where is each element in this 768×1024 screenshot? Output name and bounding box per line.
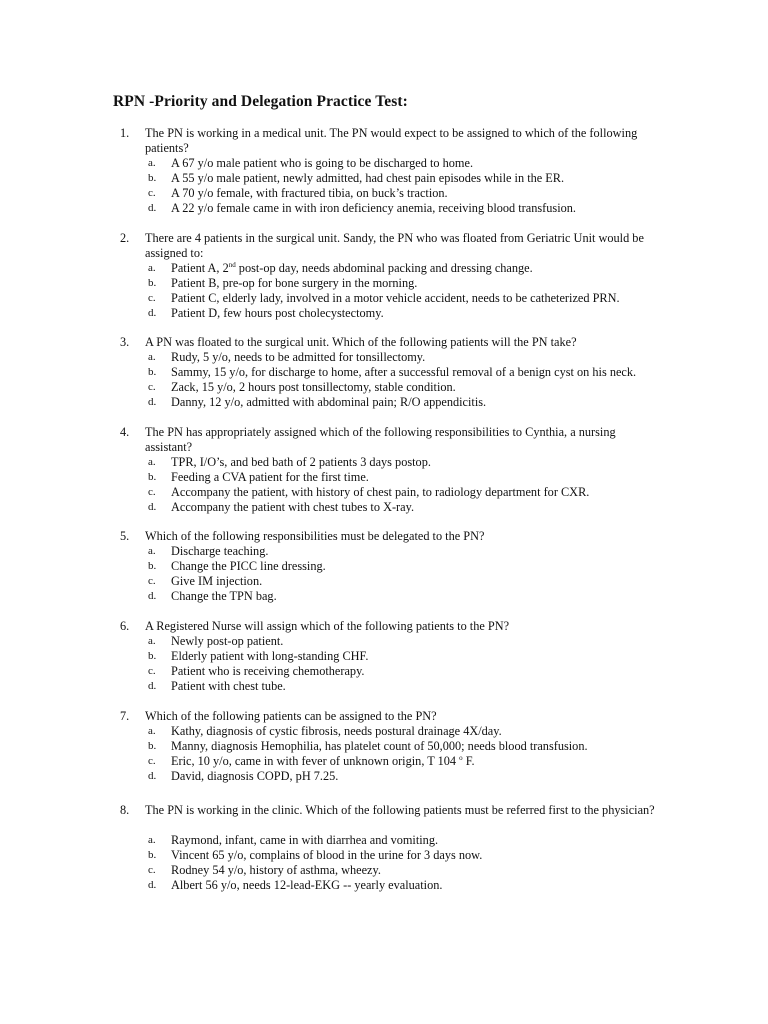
option-letter: c. — [148, 575, 156, 587]
option-text — [171, 634, 283, 649]
option-letter: c. — [148, 486, 156, 498]
option-text — [171, 485, 589, 500]
answer-option — [0, 739, 768, 754]
option-letter: b. — [148, 650, 157, 662]
option-letter: a. — [148, 834, 156, 846]
option-text-main: A 55 y/o male patient, newly admitted, had chest pain episodes while in the ER. — [171, 171, 565, 185]
answer-option — [0, 171, 768, 186]
answer-option — [0, 863, 768, 878]
option-text-main: Change the TPN bag. — [171, 589, 277, 603]
option-text-main: Eric, 10 y/o, came in with fever of unknown origin, T 104 — [171, 754, 460, 768]
option-text — [171, 171, 564, 186]
option-text — [171, 306, 384, 321]
option-text-main: Patient C, elderly lady, involved in a motor vehicle accident, needs to be catheterized PRN. — [171, 291, 620, 305]
answer-option — [0, 649, 768, 664]
question-number: 1. — [120, 126, 130, 140]
option-text — [171, 754, 475, 769]
question-text: A Registered Nurse will assign which of the following patients to the PN? — [145, 619, 510, 633]
option-letter: d. — [148, 202, 157, 214]
option-text — [171, 664, 365, 679]
option-letter: a. — [148, 351, 156, 363]
answer-option — [0, 589, 768, 604]
option-letter: a. — [148, 157, 156, 169]
answer-option — [0, 261, 768, 276]
option-letter: c. — [148, 755, 156, 767]
option-letter: c. — [148, 665, 156, 677]
option-text-main: Newly post-op patient. — [171, 634, 284, 648]
option-text-main: A 70 y/o female, with fractured tibia, on buck’s traction. — [171, 186, 448, 200]
option-text-main: Accompany the patient with chest tubes to X-ray. — [171, 500, 415, 514]
option-text — [171, 833, 438, 848]
option-letter: b. — [148, 849, 157, 861]
option-text-main: A 67 y/o male patient who is going to be discharged to home. — [171, 156, 474, 170]
question-text: Which of the following responsibilities must be delegated to the PN? — [145, 529, 485, 543]
option-text — [171, 848, 482, 863]
question-number: 3. — [120, 335, 130, 349]
answer-option — [0, 455, 768, 470]
option-text-main: Sammy, 15 y/o, for discharge to home, after a successful removal of a benign cyst on his neck. — [171, 365, 637, 379]
answer-option — [0, 664, 768, 679]
option-text-main: Accompany the patient, with history of chest pain, to radiology department for CXR. — [171, 485, 590, 499]
answer-option — [0, 186, 768, 201]
option-text-main: Rudy, 5 y/o, needs to be admitted for tonsillectomy. — [171, 350, 426, 364]
answer-option — [0, 754, 768, 769]
answer-option — [0, 833, 768, 848]
question-text: The PN is working in a medical unit. The PN would expect to be assigned to which of the following patients? — [145, 126, 638, 155]
answer-option — [0, 559, 768, 574]
answer-option — [0, 769, 768, 784]
option-text-main: Feeding a CVA patient for the first time. — [171, 470, 369, 484]
question-number: 5. — [120, 529, 130, 543]
answer-option — [0, 679, 768, 694]
option-letter: b. — [148, 366, 157, 378]
answer-option — [0, 380, 768, 395]
answer-option — [0, 634, 768, 649]
question-number: 8. — [120, 803, 130, 817]
option-letter: d. — [148, 396, 157, 408]
option-letter: a. — [148, 725, 156, 737]
option-text — [171, 201, 576, 216]
question-text: A PN was floated to the surgical unit. Which of the following patients will the PN take? — [145, 335, 577, 349]
option-text-main: Raymond, infant, came in with diarrhea and vomiting. — [171, 833, 439, 847]
question-number: 2. — [120, 231, 130, 245]
option-letter: d. — [148, 307, 157, 319]
option-text — [171, 769, 338, 784]
option-text — [171, 380, 456, 395]
answer-option — [0, 306, 768, 321]
answer-option — [0, 485, 768, 500]
option-letter: b. — [148, 560, 157, 572]
question-text: There are 4 patients in the surgical unit. Sandy, the PN who was floated from Geriatric Unit would be assigned to: — [145, 231, 644, 260]
option-text-main: Patient D, few hours post cholecystectomy. — [171, 306, 384, 320]
option-text — [171, 261, 533, 276]
option-text-main: Patient B, pre-op for bone surgery in the morning. — [171, 276, 418, 290]
option-letter: c. — [148, 292, 156, 304]
option-letter: c. — [148, 187, 156, 199]
option-letter: b. — [148, 277, 157, 289]
option-text-main: Patient who is receiving chemotherapy. — [171, 664, 365, 678]
option-text-main: Patient with chest tube. — [171, 679, 286, 693]
answer-option — [0, 544, 768, 559]
option-letter: c. — [148, 381, 156, 393]
option-text — [171, 649, 368, 664]
answer-option — [0, 276, 768, 291]
answer-option — [0, 156, 768, 171]
option-text-main: Give IM injection. — [171, 574, 263, 588]
option-text-main: Rodney 54 y/o, history of asthma, wheezy. — [171, 863, 381, 877]
option-text-continued: F. — [462, 754, 475, 768]
option-text — [171, 724, 502, 739]
option-text — [171, 500, 414, 515]
option-text-main: Elderly patient with long-standing CHF. — [171, 649, 369, 663]
option-text — [171, 276, 417, 291]
option-text-main: Discharge teaching. — [171, 544, 269, 558]
option-text — [171, 350, 425, 365]
option-text — [171, 470, 369, 485]
option-text — [171, 544, 268, 559]
option-text-main: TPR, I/O’s, and bed bath of 2 patients 3 days postop. — [171, 455, 431, 469]
option-superscript: o — [459, 753, 463, 762]
answer-option — [0, 574, 768, 589]
question-text: Which of the following patients can be assigned to the PN? — [145, 709, 437, 723]
option-letter: a. — [148, 635, 156, 647]
option-letter: d. — [148, 501, 157, 513]
option-text-main: Change the PICC line dressing. — [171, 559, 326, 573]
option-text — [171, 455, 431, 470]
question-number: 4. — [120, 425, 130, 439]
answer-option — [0, 365, 768, 380]
option-letter: d. — [148, 770, 157, 782]
answer-option — [0, 470, 768, 485]
answer-option — [0, 878, 768, 893]
option-text-main: Manny, diagnosis Hemophilia, has platelet count of 50,000; needs blood transfusion. — [171, 739, 588, 753]
option-text — [171, 679, 286, 694]
option-text — [171, 365, 636, 380]
option-letter: c. — [148, 864, 156, 876]
option-text-main: Patient A, 2 — [171, 261, 229, 275]
option-text — [171, 589, 277, 604]
option-letter: b. — [148, 172, 157, 184]
answer-option — [0, 350, 768, 365]
option-letter: d. — [148, 590, 157, 602]
option-text — [171, 863, 381, 878]
option-text-main: Kathy, diagnosis of cystic fibrosis, needs postural drainage 4X/day. — [171, 724, 502, 738]
option-letter: a. — [148, 262, 156, 274]
option-text-main: A 22 y/o female came in with iron deficiency anemia, receiving blood transfusion. — [171, 201, 576, 215]
option-text — [171, 186, 448, 201]
answer-option — [0, 291, 768, 306]
option-text — [171, 156, 473, 171]
option-text — [171, 878, 442, 893]
option-letter: d. — [148, 680, 157, 692]
option-text-main: David, diagnosis COPD, pH 7.25. — [171, 769, 339, 783]
document-title: RPN -Priority and Delegation Practice Test: — [113, 93, 408, 110]
option-letter: a. — [148, 545, 156, 557]
option-text — [171, 559, 326, 574]
answer-option — [0, 848, 768, 863]
option-letter: d. — [148, 879, 157, 891]
answer-option — [0, 395, 768, 410]
option-text — [171, 739, 588, 754]
option-letter: a. — [148, 456, 156, 468]
question-number: 7. — [120, 709, 130, 723]
question-text: The PN is working in the clinic. Which of the following patients must be referred first to the physician? — [145, 803, 655, 817]
question-text: The PN has appropriately assigned which of the following responsibilities to Cynthia, a nursing assistant? — [145, 425, 616, 454]
answer-option — [0, 500, 768, 515]
option-letter: b. — [148, 471, 157, 483]
question-number: 6. — [120, 619, 130, 633]
option-text-main: Zack, 15 y/o, 2 hours post tonsillectomy, stable condition. — [171, 380, 456, 394]
option-text-main: Danny, 12 y/o, admitted with abdominal pain; R/O appendicitis. — [171, 395, 487, 409]
option-text — [171, 291, 620, 306]
option-letter: b. — [148, 740, 157, 752]
answer-option — [0, 201, 768, 216]
option-text — [171, 574, 262, 589]
option-superscript: nd — [228, 260, 236, 269]
answer-option — [0, 724, 768, 739]
option-text-continued: post-op day, needs abdominal packing and dressing change. — [235, 261, 533, 275]
option-text-main: Albert 56 y/o, needs 12-lead-EKG -- yearly evaluation. — [171, 878, 443, 892]
option-text-main: Vincent 65 y/o, complains of blood in the urine for 3 days now. — [171, 848, 483, 862]
option-text — [171, 395, 486, 410]
